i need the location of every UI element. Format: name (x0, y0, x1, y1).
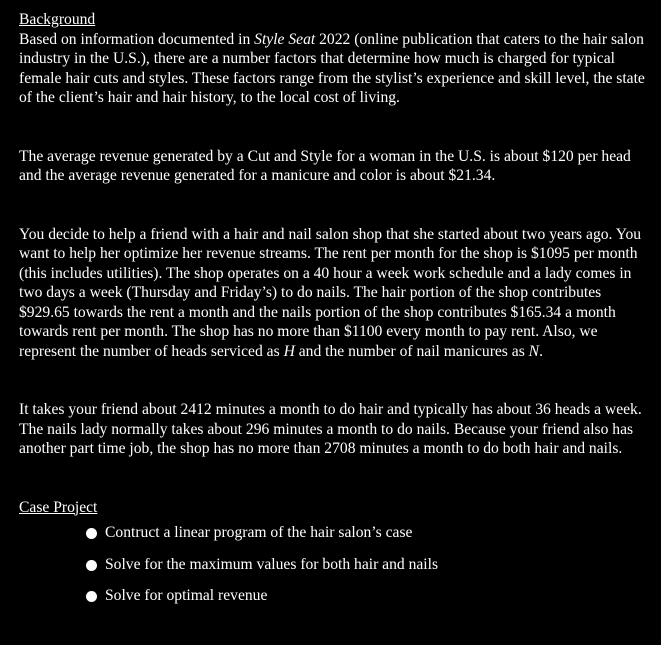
salon-section (19, 225, 647, 362)
variable-h: H (283, 342, 295, 360)
task-label: Solve for the maximum values for both hair and nails (105, 555, 439, 573)
document-page (19, 10, 647, 618)
background-paragraph (19, 30, 647, 108)
task-list-item (87, 523, 647, 555)
salon-text-b: and the number of nail manicures as (294, 342, 529, 360)
time-paragraph: It takes your friend about 2412 minutes a month to do hair and typically has about 36 heads a week. The nails lady normally takes about 296 minutes a month to do nails. Because your friend also has another part time job, the shop has no more than 2708 minutes a month to do both hair and nails. (19, 401, 642, 457)
case-project-task-list (19, 523, 647, 618)
bullet-icon (86, 560, 97, 571)
task-list-item (87, 555, 647, 587)
revenue-section (19, 147, 647, 186)
case-project-heading: Case Project (19, 498, 98, 516)
variable-n: N (528, 342, 540, 360)
case-project-section (19, 498, 647, 618)
publication-name: Style Seat (254, 30, 316, 48)
salon-text-a: You decide to help a friend with a hair and nail salon shop that she started about two years ago. You want to help her optimize her revenue streams. The rent per month for the shop is $1095 per month (this includes utilities). The shop operates on a 40 hour a week work schedule and a lady comes in two days a week (Thursday and Friday’s) to do nails. The hair portion of the shop contributes $929.65 towards the rent a month and the nails portion of the shop contributes $165.34 a month towards rent per month. The shop has no more than $1100 every month to pay rent. Also, we represent the number of heads serviced as (19, 225, 642, 360)
revenue-paragraph: The average revenue generated by a Cut and Style for a woman in the U.S. is about $120 per head and the average revenue generated for a manicure and color is about $21.34. (19, 147, 631, 184)
background-section (19, 10, 647, 108)
salon-text-c: . (539, 342, 543, 360)
bullet-icon (86, 591, 97, 602)
task-label: Solve for optimal revenue (105, 587, 268, 604)
task-label: Contruct a linear program of the hair salon’s case (105, 524, 413, 541)
background-text-end: 2022 (online publication that caters to the hair salon industry in the U.S.), there are a number factors that determine how much is charged for typical female hair cuts and styles. These factors range from the stylist’s experience and skill level, the state of the client’s hair and hair history, to the local cost of living. (19, 30, 645, 106)
time-section (19, 400, 647, 459)
background-heading: Background (19, 11, 96, 28)
task-list-item (87, 586, 647, 618)
background-text-start: Based on information documented in (19, 30, 255, 48)
salon-paragraph (19, 225, 647, 362)
bullet-icon (86, 528, 97, 539)
